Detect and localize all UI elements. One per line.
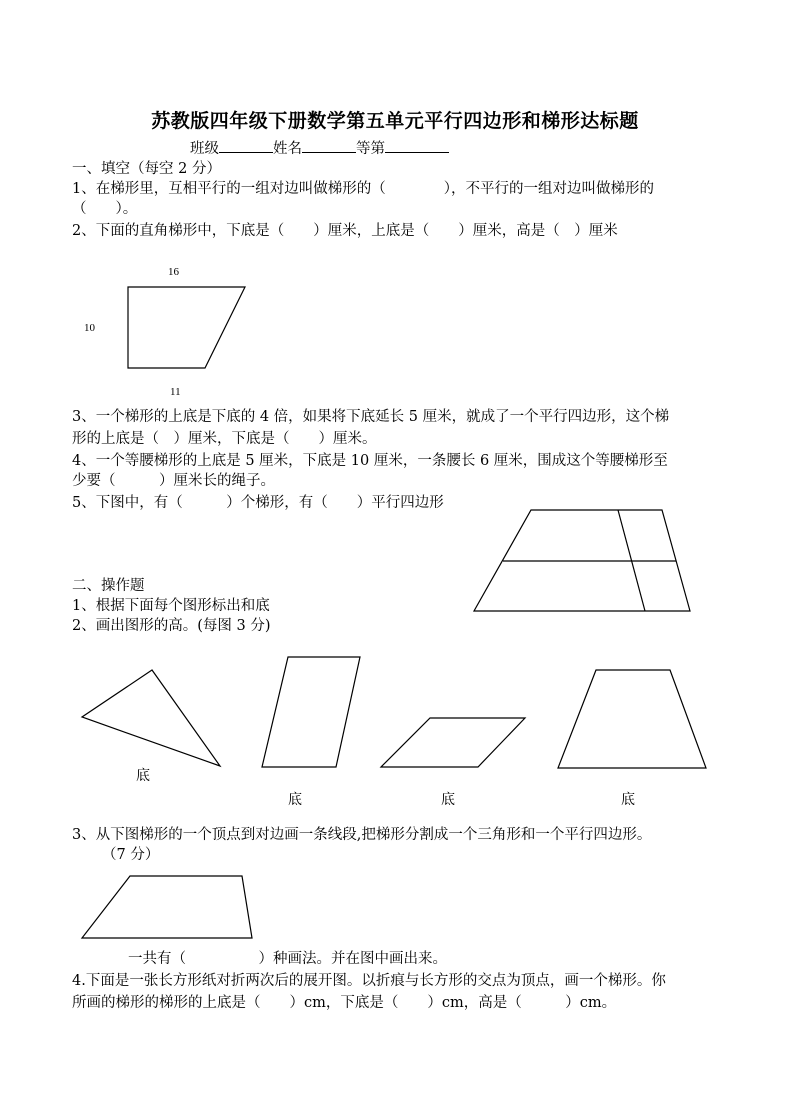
- section1-heading: 一、填空（每空 2 分）: [72, 161, 221, 177]
- partitioned-trapezoid-figure: [474, 510, 690, 611]
- base-label-parallelogram-tall: 底: [288, 792, 302, 808]
- right-trapezoid-figure: [128, 287, 245, 368]
- triangle-figure: [82, 670, 220, 766]
- base-label-parallelogram-wide: 底: [441, 792, 455, 808]
- q3-text-line2: 形的上底是（ ）厘米，下底是（ ）厘米。: [72, 431, 377, 447]
- name-label: 姓名: [273, 141, 302, 157]
- op-q3-answer: 一共有（ ）种画法。并在图中画出来。: [128, 951, 447, 967]
- q5-text: 5、下图中，有（ ）个梯形，有（ ）平行四边形: [72, 495, 444, 511]
- class-label: 班级: [190, 141, 219, 157]
- section2-heading: 二、操作题: [72, 578, 145, 594]
- base-label-trapezoid: 底: [621, 792, 635, 808]
- wide-parallelogram-figure: [381, 718, 525, 767]
- op-q3-text-line1: 3、从下图梯形的一个顶点到对边画一条线段,把梯形分割成一个三角形和一个平行四边形。: [72, 827, 652, 843]
- cut-trapezoid-figure: [82, 876, 252, 938]
- trapezoid-left-label: 10: [84, 322, 95, 334]
- q4-text-line2: 少要（ ）厘米长的绳子。: [72, 473, 275, 489]
- q2-text: 2、下面的直角梯形中，下底是（ ）厘米，上底是（ ）厘米，高是（ ）厘米: [72, 223, 618, 239]
- tall-parallelogram-figure: [262, 657, 360, 767]
- op-q1-text: 1、根据下面每个图形标出和底: [72, 598, 270, 614]
- q1-text-line1: 1、在梯形里，互相平行的一组对边叫做梯形的（ ），不平行的一组对边叫做梯形的: [72, 181, 654, 197]
- op-q4-text-line1: 4.下面是一张长方形纸对折两次后的展开图。以折痕与长方形的交点为顶点，画一个梯形。你: [72, 973, 666, 989]
- op-q2-text: 2、画出图形的高。(每图 3 分): [72, 618, 271, 634]
- isosceles-trapezoid-figure: [558, 670, 706, 768]
- trapezoid-top-label: 16: [168, 266, 179, 278]
- q3-text-line1: 3、一个梯形的上底是下底的 4 倍，如果将下底延长 5 厘米，就成了一个平行四边形，这个梯: [72, 409, 670, 425]
- q1-text-line2: （ ）。: [72, 201, 138, 217]
- op-q4-text-line2: 所画的梯形的梯形的上底是（ ）cm，下底是（ ）cm，高是（ ）cm。: [72, 995, 617, 1011]
- page-title: 苏教版四年级下册数学第五单元平行四边形和梯形达标题: [151, 110, 639, 132]
- trapezoid-bottom-label: 11: [170, 386, 181, 398]
- grade-label: 等第: [356, 141, 385, 157]
- op-q3-text-line2: （7 分）: [102, 847, 160, 863]
- q4-text-line1: 4、一个等腰梯形的上底是 5 厘米，下底是 10 厘米，一条腰长 6 厘米，围成这个等腰梯形至: [72, 453, 668, 469]
- base-label-triangle: 底: [136, 768, 150, 784]
